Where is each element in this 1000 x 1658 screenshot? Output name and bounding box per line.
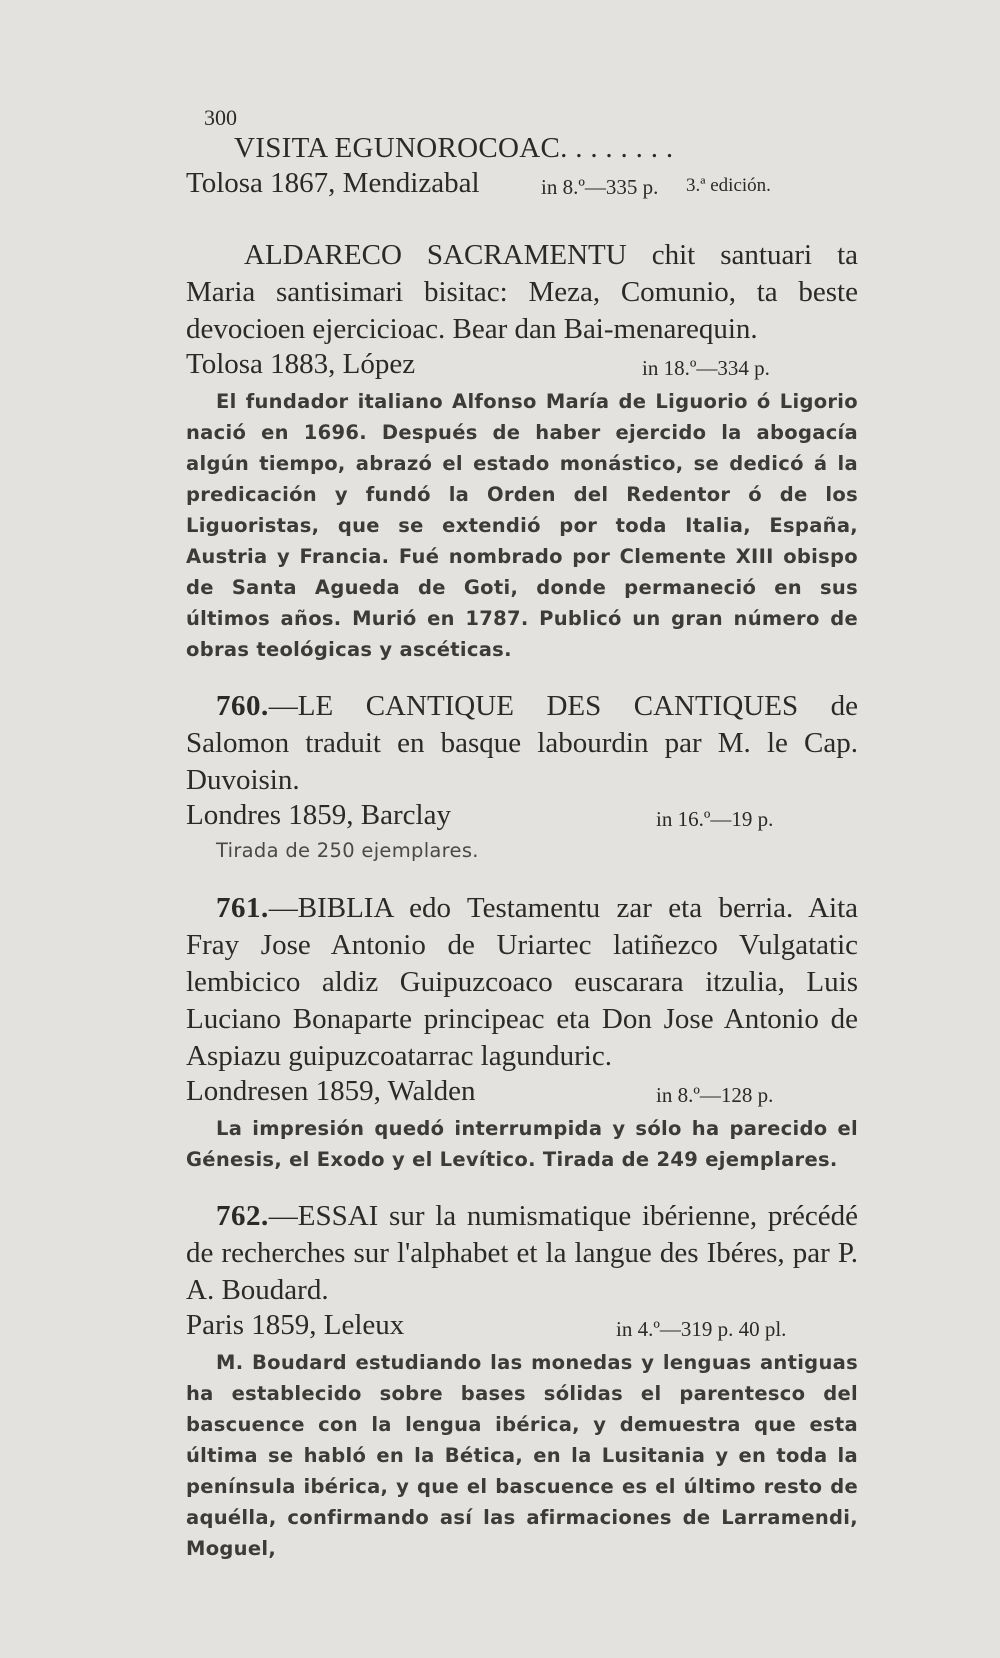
publication-format: in 18.º—334 p. — [642, 356, 770, 380]
entry-note: La impresión quedó interrumpida y sólo ha parecido el Génesis, el Exodo y el Levítico. Tirada de 249 ejemplares. — [186, 1117, 858, 1171]
publication-format: in 8.º—128 p. — [656, 1083, 774, 1107]
entry-note: El fundador italiano Alfonso María de Liguorio ó Ligorio nació en 1696. Después de haber ejercido la abogacía algún tiempo, abrazó el estado monástico, se dedicó á la predicación y fundó la Orden del Redentor ó de los Liguoristas, que se extendió por toda Italia, España, Austria y Francia. Fué nombrado por Clemente XIII obispo de Santa Agueda de Goti, donde permaneció en sus últimos años. Murió en 1787. Publicó un gran número de obras teológicas y ascéticas. — [186, 390, 858, 661]
publication-row — [186, 799, 858, 835]
page-number: 300 — [204, 105, 237, 130]
catalog-entry-761 — [186, 890, 858, 1175]
publication-place: Paris 1859, Leleux — [186, 1309, 405, 1341]
catalog-entry-760 — [186, 688, 858, 866]
publication-format: in 8.º—335 p. — [541, 175, 659, 199]
entry-title — [186, 890, 858, 1075]
catalog-entry — [186, 130, 858, 203]
catalog-entry-762 — [186, 1198, 858, 1564]
entry-title: VISITA EGUNOROCOAC. . . . . . . . — [234, 132, 674, 164]
entry-number: 762. — [216, 1200, 269, 1232]
publication-place: Londresen 1859, Walden — [186, 1075, 476, 1107]
publication-format: in 4.º—319 p. 40 pl. — [616, 1317, 787, 1341]
entry-title: ALDARECO SACRAMENTU chit santuari ta Maria santisimari bisitac: Meza, Comunio, ta beste devocioen ejercicioac. Bear dan Bai-menarequin. — [186, 239, 858, 345]
entry-number: 761. — [216, 892, 269, 924]
publication-place: Londres 1859, Barclay — [186, 799, 451, 831]
publication-row — [186, 167, 858, 203]
publication-format: in 16.º—19 p. — [656, 807, 774, 831]
catalog-entry — [186, 237, 858, 665]
edition-note: 3.ª edición. — [686, 175, 771, 196]
entry-number: 760. — [216, 690, 269, 722]
entry-title-text: —BIBLIA edo Testamentu zar eta berria. Aita Fray Jose Antonio de Uriartec latiñezco Vulgatatic lembicico aldiz Guipuzcoaco euscarara itzulia, Luis Luciano Bonaparte principeac eta Don Jose Antonio de Aspiazu guipuzcoatarrac lagunduric. — [186, 892, 858, 1072]
entry-note: Tirada de 250 ejemplares. — [216, 839, 479, 862]
entry-title-text: —ESSAI sur la numismatique ibérienne, précédé de recherches sur l'alphabet et la langue des Ibéres, par P. A. Boudard. — [186, 1200, 858, 1306]
entry-title-text: —LE CANTIQUE DES CANTIQUES de Salomon traduit en basque labourdin par M. le Cap. Duvoisin. — [186, 690, 858, 796]
entry-note: M. Boudard estudiando las monedas y lenguas antiguas ha establecido sobre bases sólidas el parentesco del bascuence con la lengua ibérica, y demuestra que esta última se habló en la Bética, en la Lusitania y en toda la península ibérica, y que el bascuence es el último resto de aquélla, confirmando así las afirmaciones de Larramendi, Moguel, — [186, 1351, 858, 1560]
publication-row — [186, 1075, 858, 1111]
publication-place: Tolosa 1867, Mendizabal — [186, 167, 480, 199]
entry-title — [186, 688, 858, 799]
entry-title — [186, 1198, 858, 1309]
publication-place: Tolosa 1883, López — [186, 348, 416, 380]
publication-row — [186, 348, 858, 384]
publication-row — [186, 1309, 858, 1345]
